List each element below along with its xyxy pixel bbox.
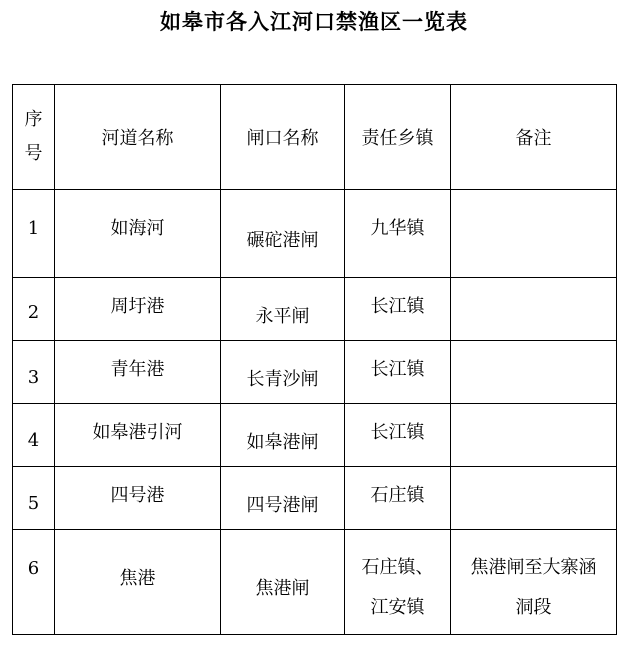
header-seq (13, 85, 55, 190)
cell-gate: 永平闸 (221, 278, 345, 341)
cell-note (451, 530, 617, 635)
cell-river: 青年港 (55, 341, 221, 404)
table-row (13, 530, 617, 635)
header-seq-line2: 号 (24, 143, 43, 164)
header-river: 河道名称 (55, 85, 221, 190)
cell-river: 四号港 (55, 467, 221, 530)
cell-gate: 四号港闸 (221, 467, 345, 530)
cell-seq: 6 (13, 530, 55, 635)
cell-river: 焦港 (55, 530, 221, 635)
cell-town-line1: 石庄镇、 (361, 557, 434, 578)
cell-note (451, 190, 617, 278)
cell-town: 长江镇 (345, 278, 451, 341)
cell-seq: 3 (13, 341, 55, 404)
cell-gate: 焦港闸 (221, 530, 345, 635)
cell-note (451, 278, 617, 341)
cell-river: 如海河 (55, 190, 221, 278)
cell-town: 石庄镇 (345, 467, 451, 530)
page-title: 如皋市各入江河口禁渔区一览表 (160, 9, 468, 34)
table-row (13, 404, 617, 467)
cell-note (451, 404, 617, 467)
cell-note-line2: 洞段 (515, 597, 552, 618)
cell-gate: 如皋港闸 (221, 404, 345, 467)
table-header-row (13, 85, 617, 190)
cell-note-line1: 焦港闸至大寨涵 (470, 557, 597, 578)
cell-gate: 长青沙闸 (221, 341, 345, 404)
cell-town-line2: 江安镇 (370, 597, 425, 618)
fishing-ban-table (12, 84, 617, 635)
cell-seq: 5 (13, 467, 55, 530)
cell-town: 九华镇 (345, 190, 451, 278)
table-row (13, 278, 617, 341)
cell-town: 长江镇 (345, 341, 451, 404)
cell-note (451, 341, 617, 404)
table-row (13, 190, 617, 278)
cell-seq: 4 (13, 404, 55, 467)
header-note: 备注 (451, 85, 617, 190)
cell-seq: 2 (13, 278, 55, 341)
cell-town: 长江镇 (345, 404, 451, 467)
cell-river: 如皋港引河 (55, 404, 221, 467)
cell-note (451, 467, 617, 530)
header-town: 责任乡镇 (345, 85, 451, 190)
cell-gate: 碾砣港闸 (221, 190, 345, 278)
cell-town (345, 530, 451, 635)
cell-seq: 1 (13, 190, 55, 278)
table-row (13, 467, 617, 530)
cell-river: 周圩港 (55, 278, 221, 341)
header-gate: 闸口名称 (221, 85, 345, 190)
table-row (13, 341, 617, 404)
header-seq-line1: 序 (24, 109, 43, 130)
